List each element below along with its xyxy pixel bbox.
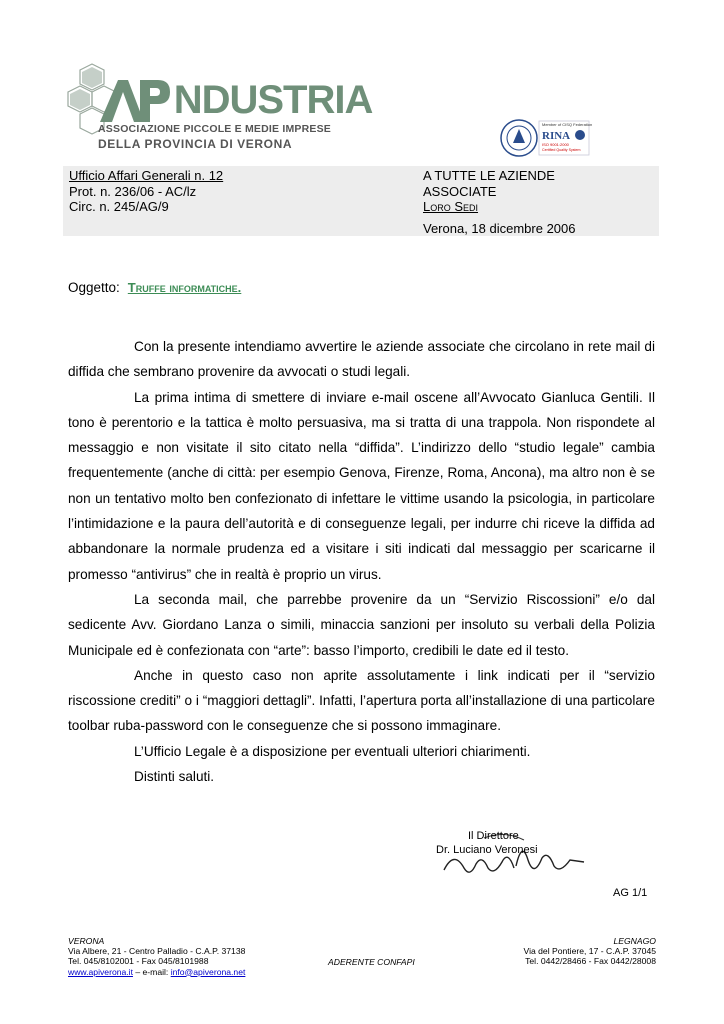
- footer-left-address: Via Albere, 21 - Centro Palladio - C.A.P. 37138: [68, 946, 246, 957]
- logo-region: DELLA PROVINCIA DI VERONA: [98, 137, 293, 151]
- subject-text: Truffe informatiche.: [127, 280, 242, 295]
- recipient-line-1: A TUTTE LE AZIENDE: [423, 168, 555, 183]
- footer-contacts: [68, 967, 245, 977]
- footer-center: ADERENTE CONFAPI: [328, 957, 415, 967]
- subject-label: Oggetto:: [68, 280, 120, 295]
- letter-date: Verona, 18 dicembre 2006: [423, 221, 576, 236]
- logo-tagline: ASSOCIAZIONE PICCOLE E MEDIE IMPRESE: [98, 123, 331, 135]
- svg-text:ISO 9001:2000: ISO 9001:2000: [542, 142, 569, 147]
- website-link[interactable]: www.apiverona.it: [68, 966, 133, 977]
- paragraph-3: La seconda mail, che parrebbe provenire da un “Servizio Riscossioni” e/o dal sedicente Avv. Giordano Lanza o simili, minaccia sanzioni per insoluto su verbali della Polizia Municipale ed è confezionata con “arte”: basso l’importo, credibili le date ed il testo.: [68, 591, 655, 658]
- svg-text:Member of CISQ Federation: Member of CISQ Federation: [542, 122, 592, 127]
- footer-right-city: LEGNAGO: [613, 936, 656, 946]
- paragraph-1: Con la presente intendiamo avvertire le aziende associate che circolano in rete mail di diffida che sembrano provenire da avvocati o studi legali.: [68, 339, 655, 380]
- paragraph-4: Anche in questo caso non aprite assolutamente i link indicati per il “servizio riscossione crediti” o i “maggiori dettagli”. Infatti, l’apertura porta all’installazione di una particolare toolbar ruba-password con le conseguenze che si possono immaginare.: [68, 667, 655, 734]
- recipient-line-3: Loro Sedi: [423, 199, 479, 214]
- paragraph-5: L’Ufficio Legale è a disposizione per eventuali ulteriori chiarimenti.: [134, 743, 531, 759]
- paragraph-2: La prima intima di smettere di inviare e-mail oscene all’Avvocato Gianluca Gentili. Il tono è perentorio e la tattica è molto persuasiva, ma si tratta di una trappola. Non rispondete al messaggio e non visitate il sito citato nella “diffida”. L’indirizzo dello “studio legale” cambia frequentemente (anche di città: per esempio Genova, Firenze, Roma, Ancona), ma altro non è se non un tentativo molto ben confezionato di infettare le vittime usando la psicologia, in particolare l’intimidazione e la paura dell’autorità e di conseguenze legali, per indurre chi riceve la diffida ad abbandonare la normale prudenza ed a visitare i siti indicati dal messaggio per scaricarne il promesso “antivirus” che in realtà è proprio un virus.: [68, 389, 655, 582]
- footer-left-phone: Tel. 045/8102001 - Fax 045/8101988: [68, 956, 209, 967]
- footer-left-city: VERONA: [68, 936, 105, 946]
- footer-right-address: Via del Pontiere, 17 - C.A.P. 37045: [523, 946, 656, 957]
- footer-right-phone: Tel. 0442/28466 - Fax 0442/28008: [525, 956, 656, 967]
- email-link[interactable]: info@apiverona.net: [170, 966, 246, 977]
- email-separator: – e-mail:: [132, 966, 171, 977]
- circular-number: Circ. n. 245/AG/9: [69, 199, 169, 214]
- paragraph-6: Distinti saluti.: [134, 769, 215, 785]
- rina-certification-logo: [497, 117, 592, 159]
- footer-right: [440, 936, 656, 967]
- protocol-number: Prot. n. 236/06 - AC/lz: [69, 183, 197, 199]
- recipient-block: [423, 168, 555, 215]
- svg-text:RINA: RINA: [542, 130, 571, 142]
- footer-left: [68, 936, 245, 977]
- page-reference: AG 1/1: [613, 887, 648, 899]
- subject-line: [68, 280, 241, 295]
- signatory-role: Il Direttore: [468, 830, 519, 842]
- letter-body: [68, 334, 655, 789]
- letter-header: [63, 166, 659, 236]
- office-reference: Ufficio Affari Generali n. 12: [69, 168, 224, 183]
- recipient-line-2: ASSOCIATE: [423, 183, 497, 199]
- signatory-name: Dr. Luciano Veronesi: [436, 844, 538, 856]
- svg-text:Certified Quality System: Certified Quality System: [542, 148, 581, 152]
- logo-wordmark: NDUSTRIA: [173, 78, 373, 122]
- sender-references: [69, 168, 223, 215]
